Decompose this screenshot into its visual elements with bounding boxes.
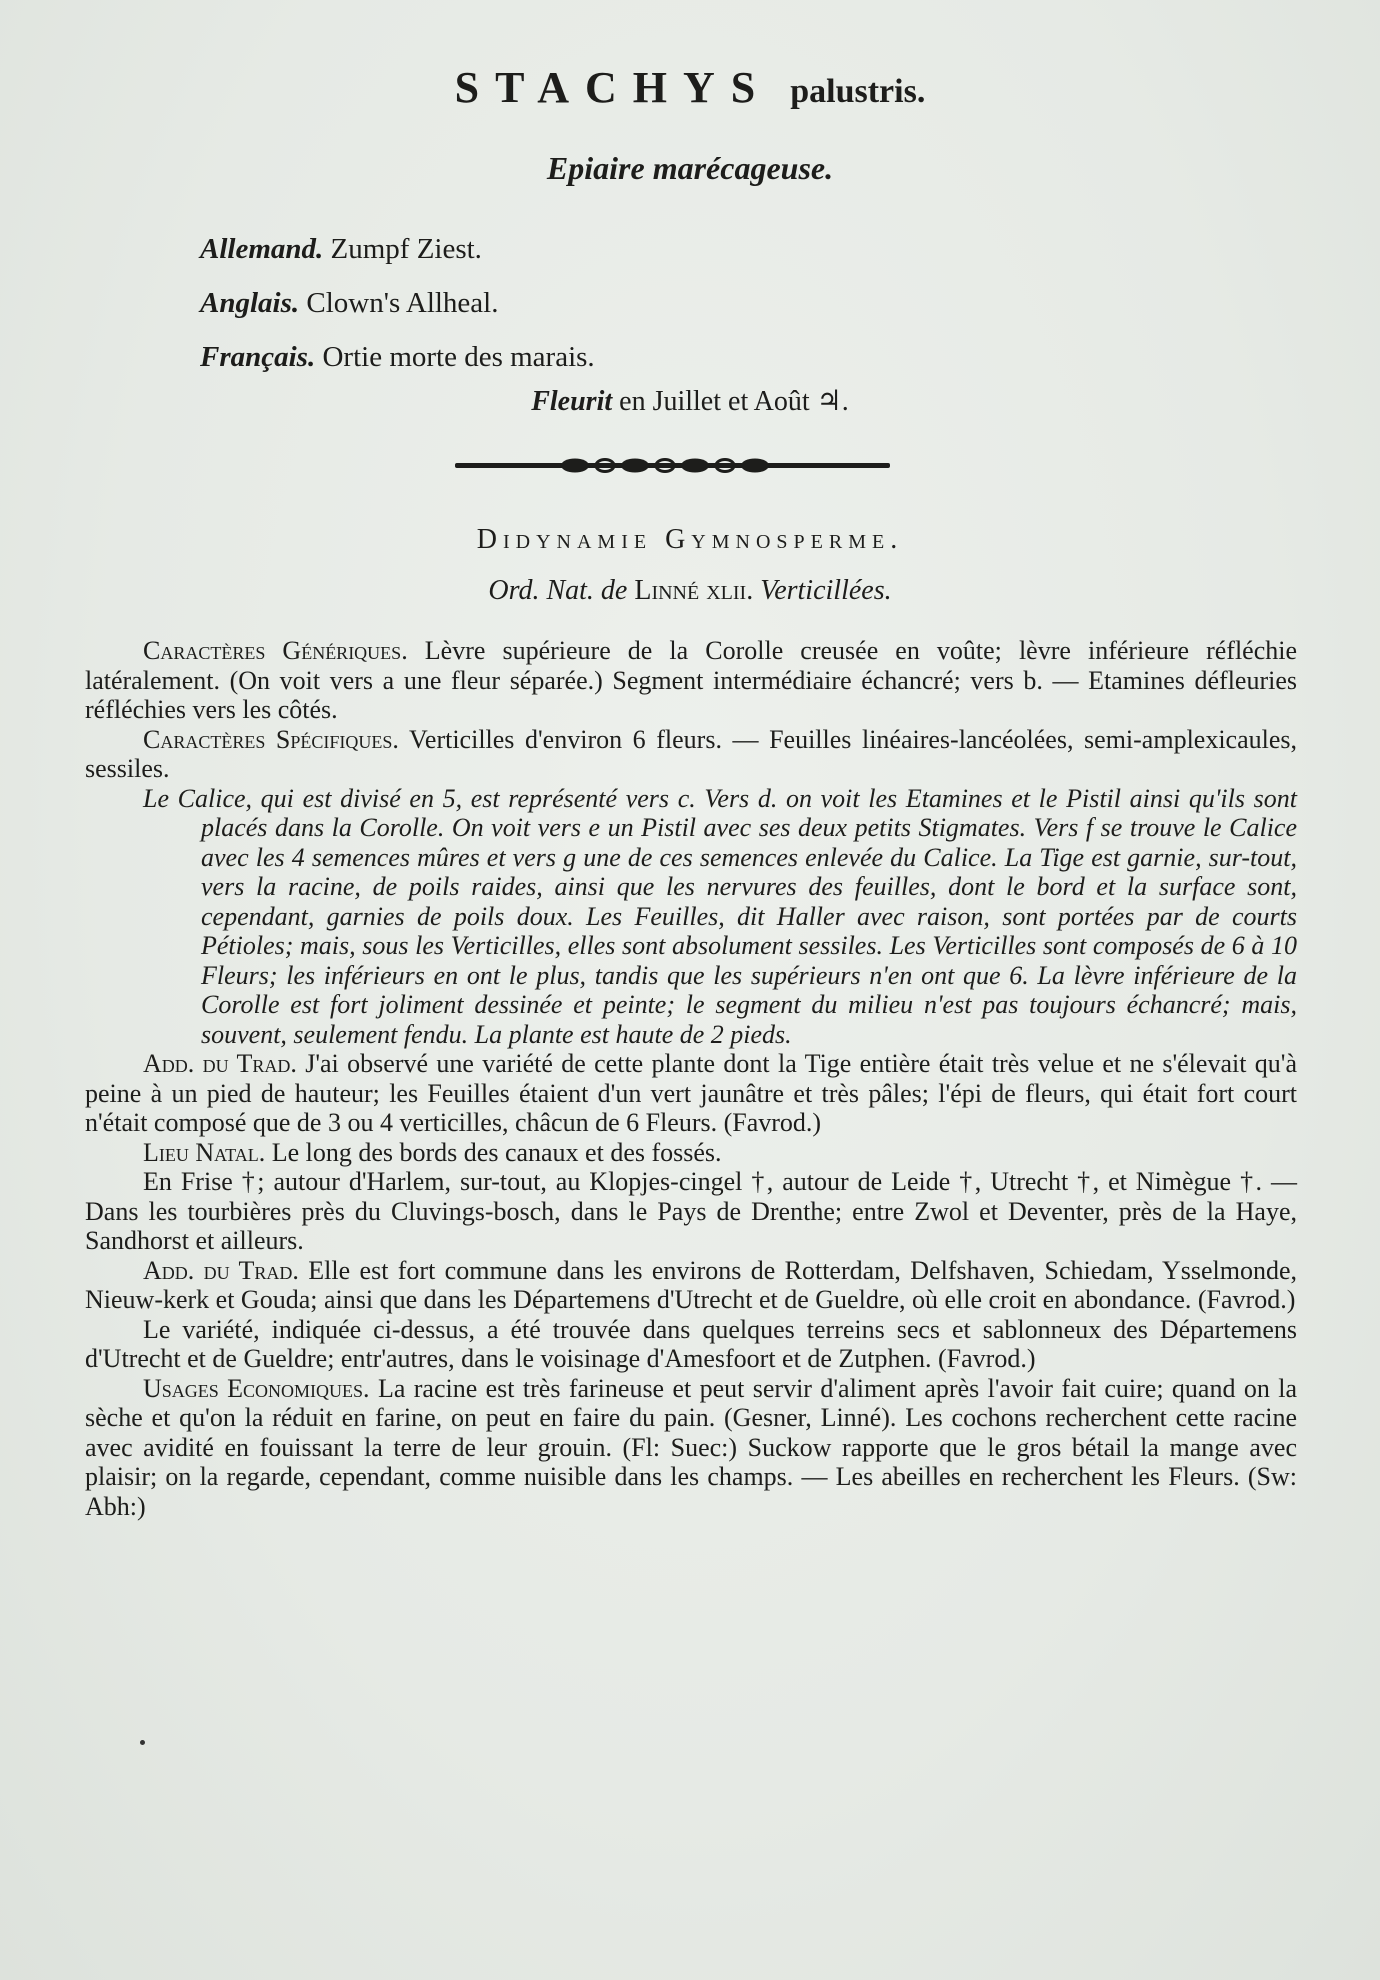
observations: Le Calice, qui est divisé en 5, est représenté vers c. Vers d. on voit les Etamines et le Pistil ainsi qu'ils sont placés dans la Corolle. On voit vers e un Pistil avec ses deux petits Stigmates. Vers f se trouve le Calice avec les 4 semences mûres et vers g une de ces semences enlevée du Calice. La Tige est garnie, sur-tout, vers la racine, de poils raides, ainsi que les nervures des feuilles, dont le bord et la surface sont, cependant, garnies de poils doux. Les Feuilles, dit Haller avec raison, sont portées par de courts Pétioles; mais, sous les Verticilles, elles sont absolument sessiles. Les Verticilles sont composés de 6 à 10 Fleurs; les inférieurs en ont le plus, tandis que les supérieurs n'en ont que 6. La lèvre inférieure de la Corolle est fort joliment dessinée et peinte; le segment du milieu n'est pas toujours échancré; mais, souvent, seulement fendu. La plante est haute de 2 pieds.	[143, 783, 1297, 1049]
ink-speck	[140, 1740, 145, 1745]
name-french: Français. Ortie morte des marais.	[200, 341, 595, 373]
economic-uses: Usages Economiques. La racine est très farineuse et peut servir d'aliment après l'avoir fait cuire; quand on la sèche et qu'on la réduit en farine, on peut en faire du pain. (Gesner, Linné). Les cochons recherchent cette racine avec avidité en fouissant la terre de leur grouin. (Fl: Suec:) Suckow rapporte que le gros bétail la mange avec plaisir; on la regarde, cependant, comme nuisible dans les champs. — Les abeilles en recherchent les Fleurs. (Sw: Abh:)	[85, 1373, 1297, 1521]
vernacular-names	[200, 222, 595, 384]
native-habitat: Lieu Natal. Le long des bords des canaux et des fossés.	[143, 1137, 722, 1167]
specific-characters: Caractères Spécifiques. Verticilles d'environ 6 fleurs. — Feuilles linéaires-lancéolées, semi-amplexicaules, sessiles.	[85, 724, 1298, 783]
generic-characters: Caractères Génériques. Lèvre supérieure de la Corolle creusée en voûte; lèvre inférieure réfléchie latéralement. (On voit vers a une fleur séparée.) Segment intermédiaire échancré; vers b. — Etamines défleuries réfléchies vers les côtés.	[85, 636, 1298, 724]
species-name: palustris.	[790, 73, 926, 110]
description-body	[85, 636, 1297, 1521]
translator-addition-1: Add. du Trad. J'ai observé une variété de cette plante dont la Tige entière était très velue et ne s'élevait qu'à peine à un pied de hauteur; les Feuilles étaient d'un vert jaunâtre et très pâles; l'épi de fleurs, qui était fort court n'était composé que de 3 ou 4 verticilles, châcun de 6 Fleurs. (Favrod.)	[85, 1049, 1297, 1137]
natural-order: Ord. Nat. de Linné xlii. Verticillées.	[488, 575, 892, 606]
variety-locality: Le variété, indiquée ci-dessus, a été trouvée dans quelques terreins secs et sablonneux des Départemens d'Utrecht et de Gueldre; entr'autres, dans le voisinage d'Amesfoort et de Zutphen. (Favrod.)	[85, 1314, 1297, 1373]
french-common-name: Epiaire marécageuse.	[546, 150, 834, 186]
flowering-period: Fleurit en Juillet et Août ♃.	[531, 386, 849, 417]
page-title	[0, 62, 1380, 113]
translator-addition-2: Add. du Trad. Elle est fort commune dans les environs de Rotterdam, Delfshaven, Schiedam, Ysselmonde, Nieuw-kerk et Gouda; ainsi que dans les Départemens d'Utrecht et de Gueldre, où elle croit en abondance. (Favrod.)	[85, 1255, 1297, 1314]
localities: En Frise †; autour d'Harlem, sur-tout, au Klopjes-cingel †, autour de Leide †, Utrecht †, et Nimègue †. — Dans les tourbières près du Cluvings-bosch, dans le Pays de Drenthe; entre Zwol et Deventer, près de la Haye, Sandhorst et ailleurs.	[85, 1167, 1297, 1255]
genus-name: STACHYS	[454, 63, 772, 112]
name-german: Allemand. Zumpf Ziest.	[200, 233, 482, 265]
name-english: Anglais. Clown's Allheal.	[200, 287, 499, 319]
ornament-divider	[455, 452, 890, 480]
linnaean-class: Didynamie Gymnosperme.	[476, 524, 904, 555]
